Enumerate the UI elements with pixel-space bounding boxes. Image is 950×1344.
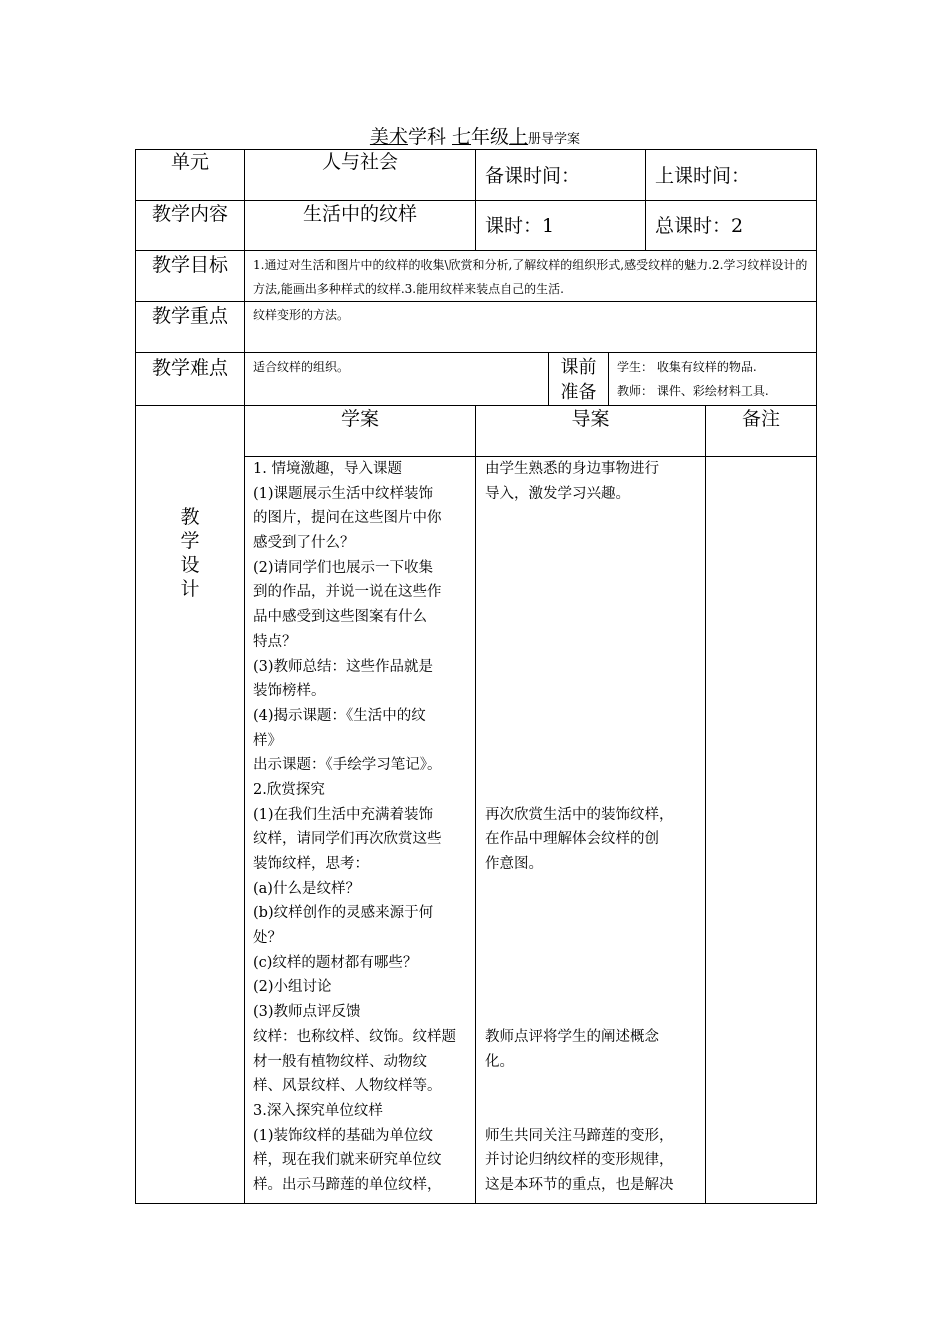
study-line: 3.深入探究单位纹样 <box>253 1102 383 1119</box>
guide-line <box>485 655 703 680</box>
table-border <box>608 352 609 406</box>
guide-line <box>485 778 703 803</box>
guide-line <box>485 877 703 902</box>
design-label <box>136 505 244 601</box>
guide-line: 师生共同关注马蹄莲的变形， <box>485 1127 674 1144</box>
study-line: (b)纹样创作的灵感来源于何 <box>253 905 434 922</box>
design-label-char: 学 <box>180 530 200 552</box>
design-label-char: 设 <box>180 554 200 576</box>
goal-label: 教学目标 <box>151 254 228 276</box>
study-line: 纹样，请同学们再次欣赏这些 <box>253 831 442 848</box>
guide-line: 并讨论归纳纹样的变形规律， <box>485 1152 674 1169</box>
guide-line <box>485 1000 703 1025</box>
guide-line: 在作品中理解体会纹样的创 <box>485 831 659 848</box>
study-line: 的图片，提问在这些图片中你 <box>253 510 442 527</box>
prep-teacher: 教师： 课件、彩绘材料工具. <box>617 384 769 398</box>
study-line: (2)小组讨论 <box>253 979 332 996</box>
study-line: (3)教师总结：这些作品就是 <box>253 658 434 675</box>
guide-line <box>485 580 703 605</box>
unit-label: 单元 <box>170 151 209 173</box>
study-line: 装饰纹样，思考： <box>253 856 369 872</box>
table-border <box>816 149 817 1204</box>
difficulty-text: 适合纹样的组织。 <box>253 360 350 374</box>
title-term: 上 <box>509 126 529 148</box>
table-border <box>244 149 245 1204</box>
study-line: 样、风景纹样、人物纹样等。 <box>253 1078 442 1095</box>
col-header-guide: 导案 <box>571 408 610 430</box>
prep-time-label: 备课时间： <box>485 165 581 187</box>
guide-line <box>485 605 703 630</box>
study-line: (a)什么是纹样？ <box>253 880 360 897</box>
goal-text: 1.通过对生活和图片中的纹样的收集\欣赏和分析,了解纹样的组织形式,感受纹样的魅力.2.学习纹样设计的方法,能画出多种样式的纹样.3.能用纹样来装点自己的生活. <box>253 258 808 296</box>
study-line: 样，现在我们就来研究单位纹 <box>253 1152 442 1169</box>
prep-content <box>617 355 815 403</box>
guide-line <box>485 630 703 655</box>
study-line: 1. 情境激趣，导入课题 <box>253 461 402 477</box>
table-border <box>135 1203 817 1204</box>
title-subject: 美术 <box>369 126 408 148</box>
guide-line <box>485 926 703 951</box>
table-border <box>135 200 817 201</box>
study-line: (3)教师点评反馈 <box>253 1004 361 1021</box>
study-line: 到的作品，并说一说在这些作 <box>253 584 442 601</box>
guide-line <box>485 1099 703 1124</box>
guide-line <box>485 506 703 531</box>
period-label: 课时：1 <box>485 215 555 237</box>
total-periods-label: 总课时：2 <box>655 215 744 237</box>
table-border <box>705 405 706 1204</box>
guide-line: 导入，激发学习兴趣。 <box>485 485 630 502</box>
prep-label-line-1: 课前 <box>560 357 597 378</box>
prep-label-line-2: 准备 <box>560 382 597 403</box>
content-label: 教学内容 <box>151 203 228 225</box>
guide-line <box>485 901 703 926</box>
title-grade-label: 年级 <box>471 126 510 148</box>
unit-value: 人与社会 <box>321 151 398 173</box>
guide-line <box>485 704 703 729</box>
guide-line <box>485 951 703 976</box>
study-line: (1)课题展示生活中纹样装饰 <box>253 485 434 502</box>
study-line: 感受到了什么？ <box>253 535 355 552</box>
table-border <box>475 405 476 1204</box>
col-header-study: 学案 <box>340 408 379 430</box>
design-label-char: 教 <box>180 506 200 528</box>
guide-line <box>485 679 703 704</box>
study-line: 处？ <box>253 930 282 947</box>
guide-line: 教师点评将学生的阐述概念 <box>485 1028 659 1045</box>
prep-label <box>549 355 608 405</box>
guide-line <box>485 1074 703 1099</box>
table-border <box>475 149 476 251</box>
title-subject-label: 学科 <box>407 126 446 148</box>
guide-line: 再次欣赏生活中的装饰纹样， <box>485 806 674 823</box>
study-line: (1)装饰纹样的基础为单位纹 <box>253 1127 434 1144</box>
table-border <box>645 149 646 251</box>
study-line: 装饰榜样。 <box>253 683 326 700</box>
study-line: 样。出示马蹄莲的单位纹样， <box>253 1176 442 1193</box>
study-column <box>253 457 473 1198</box>
study-line: 特点？ <box>253 633 297 650</box>
guide-line: 作意图。 <box>485 856 543 872</box>
study-line: 出示课题：《手绘学习笔记》。 <box>253 757 442 774</box>
document-title <box>0 126 950 151</box>
guide-line: 这是本环节的重点，也是解决 <box>485 1176 674 1193</box>
class-time-label: 上课时间： <box>655 165 751 187</box>
study-line: (1)在我们生活中充满着装饰 <box>253 806 434 823</box>
guide-line <box>485 556 703 581</box>
guide-line <box>485 531 703 556</box>
study-line: (4)揭示课题：《生活中的纹 <box>253 707 426 724</box>
key-label: 教学重点 <box>151 305 228 327</box>
study-line: 品中感受到这些图案有什么 <box>253 609 427 626</box>
title-grade: 七 <box>452 126 472 148</box>
guide-line: 化。 <box>485 1053 514 1070</box>
guide-line <box>485 753 703 778</box>
study-line: (2)请同学们也展示一下收集 <box>253 559 434 576</box>
study-line: (c)纹样的题材都有哪些？ <box>253 954 418 971</box>
guide-column <box>485 457 703 1198</box>
title-suffix: 册导学案 <box>528 132 581 147</box>
prep-student: 学生： 收集有纹样的物品. <box>617 360 757 374</box>
col-header-notes: 备注 <box>741 408 780 430</box>
table-border <box>135 301 817 302</box>
difficulty-label: 教学难点 <box>151 357 228 379</box>
content-value: 生活中的纹样 <box>302 203 417 225</box>
study-line: 样》 <box>253 732 282 749</box>
table-border <box>135 405 817 406</box>
guide-line <box>485 729 703 754</box>
design-label-char: 计 <box>180 578 200 600</box>
study-line: 2.欣赏探究 <box>253 781 325 798</box>
table-border <box>135 250 817 251</box>
guide-line: 由学生熟悉的身边事物进行 <box>485 461 659 477</box>
guide-line <box>485 975 703 1000</box>
key-text: 纹样变形的方法。 <box>253 308 350 322</box>
study-line: 纹样：也称纹样、纹饰。纹样题 <box>253 1028 456 1045</box>
table-border <box>135 352 817 353</box>
study-line: 材一般有植物纹样、动物纹 <box>253 1053 427 1070</box>
